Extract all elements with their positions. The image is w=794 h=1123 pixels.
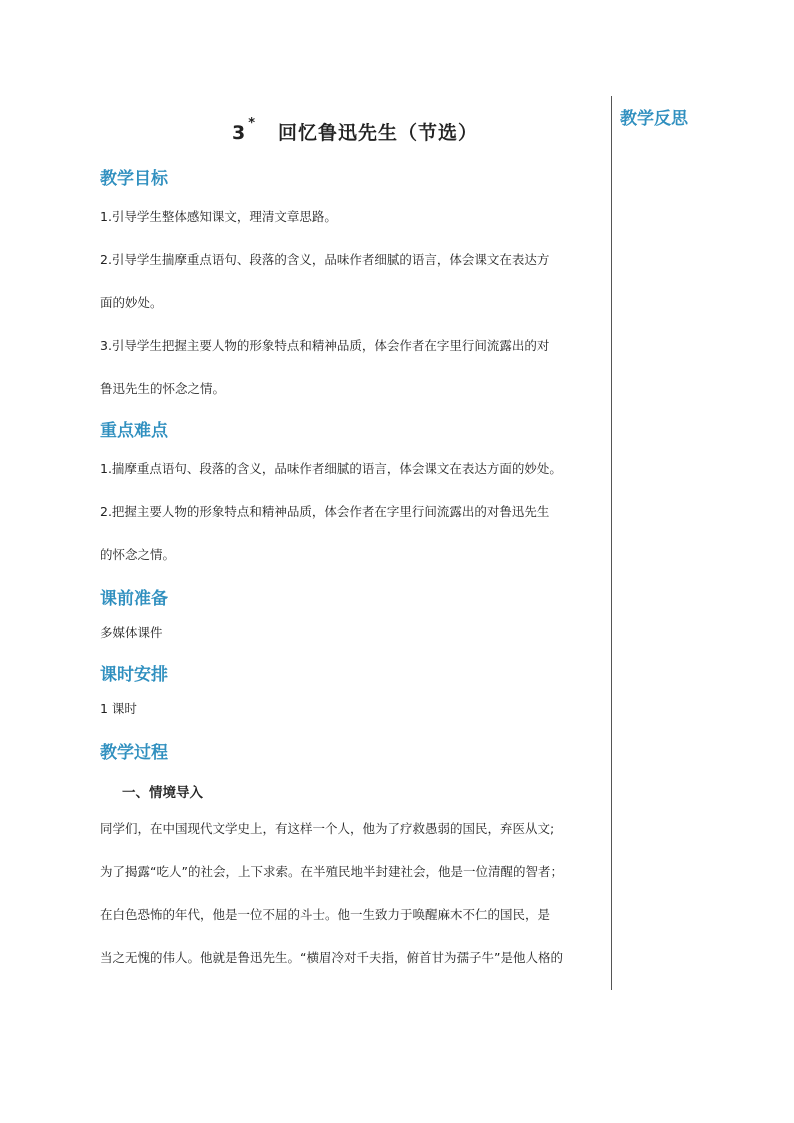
column-divider <box>611 96 612 990</box>
lesson-title-text: 回忆鲁迅先生（节选） <box>278 122 479 144</box>
goal-line: 2.引导学生揣摩重点语句、段落的含义，品味作者细腻的语言，体会课文在表达方 <box>100 252 550 267</box>
lesson-title <box>100 118 610 148</box>
preparation-text: 多媒体课件 <box>100 625 163 640</box>
process-subheading: 一、情境导入 <box>122 785 203 801</box>
goal-line: 1.引导学生整体感知课文，理清文章思路。 <box>100 209 337 224</box>
key-points-heading: 重点难点 <box>100 421 168 441</box>
preparation-heading: 课前准备 <box>100 589 168 609</box>
lesson-number: 3 * <box>231 116 257 144</box>
key-point-line: 1.揣摩重点语句、段落的含义，品味作者细腻的语言，体会课文在表达方面的妙处。 <box>100 461 562 476</box>
process-line: 当之无愧的伟人。他就是鲁迅先生。“横眉冷对千夫指，俯首甘为孺子牛”是他人格的 <box>100 950 563 965</box>
goals-heading: 教学目标 <box>100 169 168 189</box>
process-line: 为了揭露“吃人”的社会，上下求索。在半殖民地半封建社会，他是一位清醒的智者； <box>100 864 563 879</box>
star-mark: * <box>248 116 257 131</box>
process-heading: 教学过程 <box>100 743 168 763</box>
goal-line: 鲁迅先生的怀念之情。 <box>100 381 226 396</box>
reflection-heading: 教学反思 <box>620 109 688 129</box>
process-line: 同学们，在中国现代文学史上，有这样一个人，他为了疗救愚弱的国民，弃医从文; <box>100 821 555 836</box>
goal-line: 3.引导学生把握主要人物的形象特点和精神品质，体会作者在字里行间流露出的对 <box>100 338 550 353</box>
schedule-text: 1 课时 <box>100 701 137 716</box>
key-point-line: 2.把握主要人物的形象特点和精神品质，体会作者在字里行间流露出的对鲁迅先生 <box>100 504 550 519</box>
key-point-line: 的怀念之情。 <box>100 547 176 562</box>
schedule-heading: 课时安排 <box>100 665 168 685</box>
main-column <box>100 98 610 979</box>
process-line: 在白色恐怖的年代，他是一位不屈的斗士。他一生致力于唤醒麻木不仁的国民，是 <box>100 907 551 922</box>
goal-line: 面的妙处。 <box>100 295 163 310</box>
